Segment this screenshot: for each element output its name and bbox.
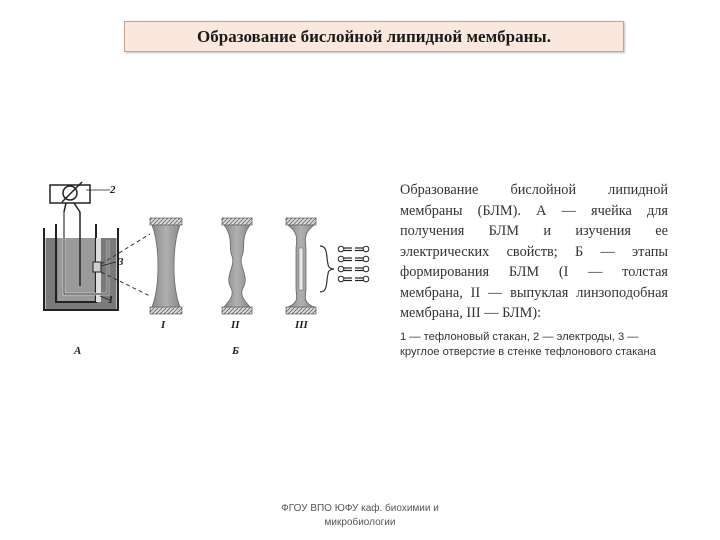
slide-footer (258, 502, 462, 530)
label-stage-i: I (161, 319, 166, 331)
label-3: 3 (118, 256, 124, 268)
blm-figure (38, 176, 398, 376)
label-stage-ii: II (231, 319, 240, 331)
title-box (124, 21, 624, 52)
label-panel-a: А (74, 345, 82, 357)
stage-i-thick-membrane (150, 218, 182, 331)
brace (320, 246, 334, 292)
label-1: 1 (108, 294, 114, 306)
stage-iii-blm (286, 218, 334, 331)
label-2: 2 (110, 184, 116, 196)
footer-line-2: микробиологии (324, 517, 396, 528)
description-legend: 1 — тефлоновый стакан, 2 — электроды, 3 — круглое отверстие в стенке тефлонового стакана (400, 330, 656, 358)
label-stage-iii: III (295, 319, 308, 331)
cell-apparatus (44, 182, 124, 357)
description-main: Образование бислойной липидной мембраны (БЛМ). А — ячейка для получения БЛМ и изучения ее электрических свойств; Б — этапы формирования БЛМ (I — толстая мембрана, II — выпуклая линзоподобная мембрана, III — БЛМ): (400, 182, 668, 321)
figure-description (400, 180, 668, 360)
label-panel-b: Б (232, 345, 239, 357)
footer-line-1: ФГОУ ВПО ЮФУ каф. биохимии и (281, 503, 439, 514)
slide-title: Образование бислойной липидной мембраны. (197, 26, 551, 46)
lipid-bilayer (338, 246, 369, 282)
stage-ii-lens-membrane (222, 218, 252, 357)
